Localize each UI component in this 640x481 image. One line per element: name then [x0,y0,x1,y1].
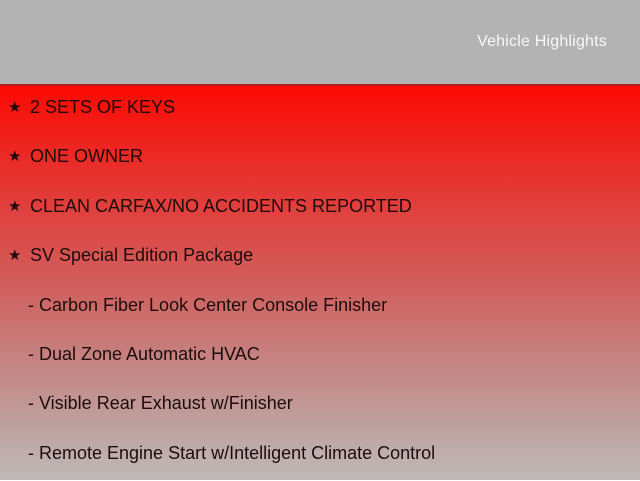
header-bar [0,0,640,84]
highlight-subtext: - Remote Engine Start w/Intelligent Climate Control [28,442,436,463]
page-title: Vehicle Highlights [477,33,607,50]
highlight-text: CLEAN CARFAX/NO ACCIDENTS REPORTED [30,195,412,216]
list-item [0,185,640,234]
star-bullet-icon: ★ [8,99,22,116]
star-bullet-icon: ★ [8,247,22,265]
list-item-sub [0,382,640,431]
list-item-sub [0,432,640,481]
list-item [0,234,640,283]
highlight-text: SV Special Edition Package [30,245,254,266]
star-bullet-icon: ★ [8,148,22,166]
list-item [0,86,640,135]
highlight-subtext: - Visible Rear Exhaust w/Finisher [28,393,293,414]
highlight-subtext: - Dual Zone Automatic HVAC [28,343,260,364]
list-item-sub [0,284,640,333]
star-bullet-icon: ★ [8,197,22,215]
highlight-text: 2 SETS OF KEYS [30,97,176,117]
highlight-subtext: - Carbon Fiber Look Center Console Finisher [28,294,388,315]
list-item [0,135,640,184]
highlight-text: ONE OWNER [30,146,144,167]
highlights-panel [0,84,640,480]
highlights-list [0,86,640,481]
list-item-sub [0,333,640,382]
